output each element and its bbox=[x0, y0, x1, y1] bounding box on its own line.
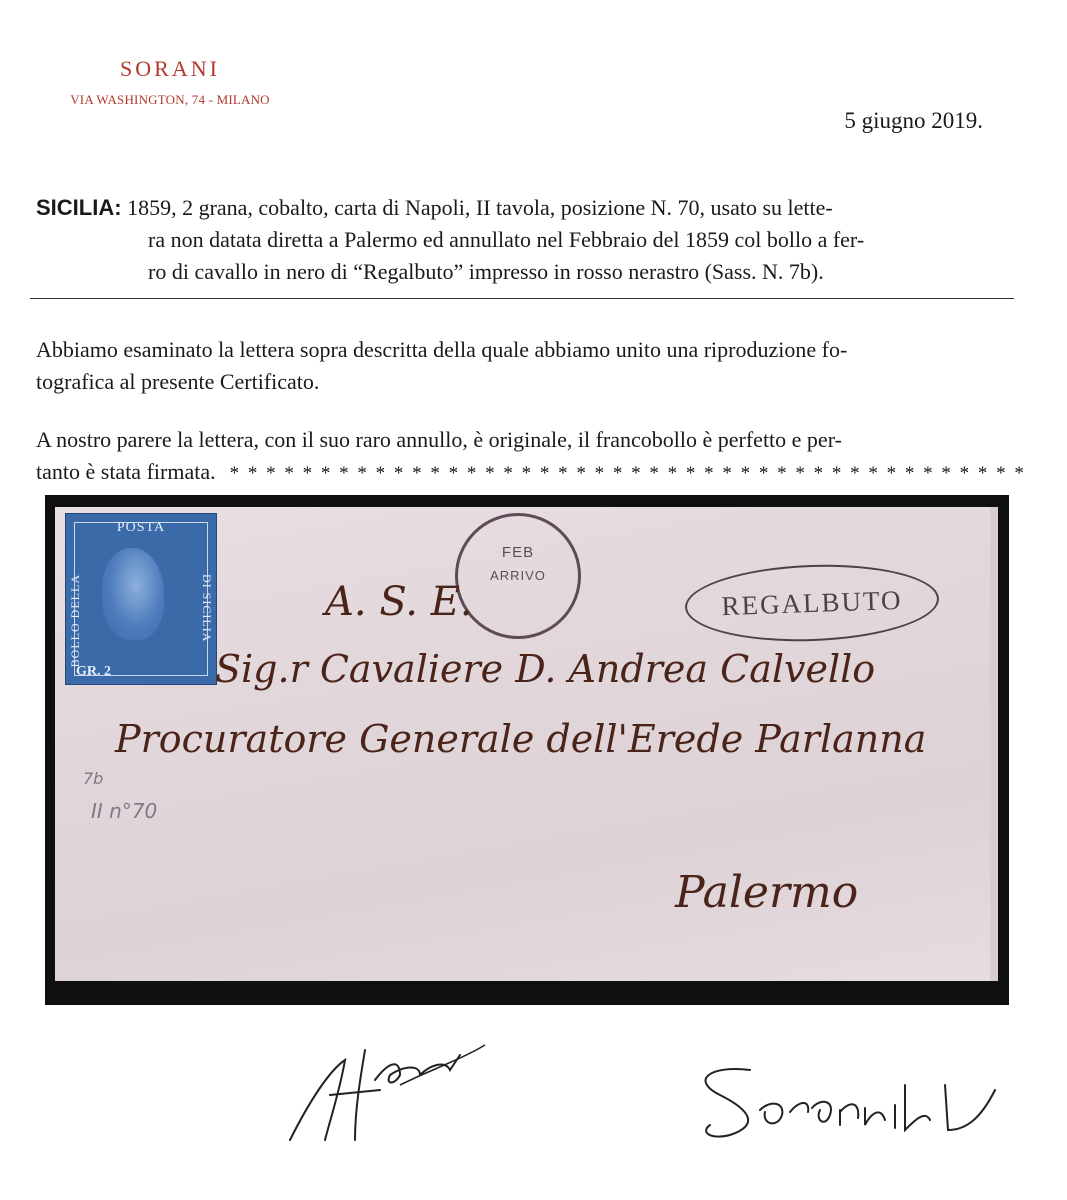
examination-line-2: tografica al presente Certificato. bbox=[36, 369, 320, 394]
postmark-arrival: ARRIVO bbox=[490, 568, 546, 583]
stamp-right-text: DI SICILIA bbox=[200, 574, 214, 643]
description-heading: SICILIA: bbox=[36, 195, 122, 220]
description-line-3: ro di cavallo in nero di “Regalbuto” impresso in rosso nerastro (Sass. N. 7b). bbox=[148, 259, 824, 284]
king-portrait-icon bbox=[102, 548, 164, 640]
stamp-description bbox=[36, 192, 1010, 288]
certificate-date: 5 giugno 2019. bbox=[844, 108, 983, 133]
stamp-top-text: POSTA bbox=[116, 520, 166, 535]
description-line-2: ra non datata diretta a Palermo ed annullato nel Febbraio del 1859 col bollo a fer- bbox=[148, 227, 865, 252]
signature-right bbox=[690, 1040, 1010, 1150]
letter-cover bbox=[55, 507, 990, 981]
examination-paragraph bbox=[36, 334, 1010, 398]
stars-fill: * * * * * * * * * * * * * * * * * * * * * * * * * * * * * * * * * * * * * * * * * * * * bbox=[229, 463, 1026, 484]
pencil-note-position: II n°70 bbox=[91, 799, 158, 823]
town-cancel: REGALBUTO bbox=[684, 561, 940, 646]
postmark-month: FEB bbox=[501, 544, 535, 561]
opinion-line-1: A nostro parere la lettera, con il suo raro annullo, è originale, il francobollo è perfetto e per- bbox=[36, 427, 842, 452]
letter-photo bbox=[45, 495, 1009, 1005]
pencil-note-catalog: 7b bbox=[83, 769, 104, 788]
circular-postmark bbox=[455, 513, 581, 639]
examination-line-1: Abbiamo esaminato la lettera sopra descritta della quale abbiamo unito una riproduzione fo- bbox=[36, 337, 848, 362]
stamp-value: GR. 2 bbox=[76, 664, 111, 679]
description-line-1: SICILIA: 1859, 2 grana, cobalto, carta di Napoli, II tavola, posizione N. 70, usato su lette- bbox=[36, 195, 833, 220]
letter-edge bbox=[990, 507, 998, 981]
brand-name: SORANI bbox=[120, 56, 220, 81]
opinion-line-2: tanto è stata firmata. * * * * * * * * * * * * * * * * * * * * * * * * * * * * * * * * * * * * * * * * * * * * bbox=[36, 459, 1026, 484]
address-line-2: Sig.r Cavaliere D. Andrea Calvello bbox=[215, 647, 876, 691]
opinion-paragraph bbox=[36, 424, 1026, 490]
stamp-left-text: BOLLO DELLA bbox=[68, 574, 82, 668]
postage-stamp bbox=[65, 513, 217, 685]
address-line-3: Procuratore Generale dell'Erede Parlanna bbox=[115, 717, 927, 761]
brand-address: VIA WASHINGTON, 74 - MILANO bbox=[70, 92, 270, 107]
signature-left bbox=[270, 1040, 490, 1150]
divider bbox=[30, 298, 1014, 299]
address-city: Palermo bbox=[675, 867, 859, 918]
address-line-1: A. S. E. bbox=[325, 579, 473, 625]
